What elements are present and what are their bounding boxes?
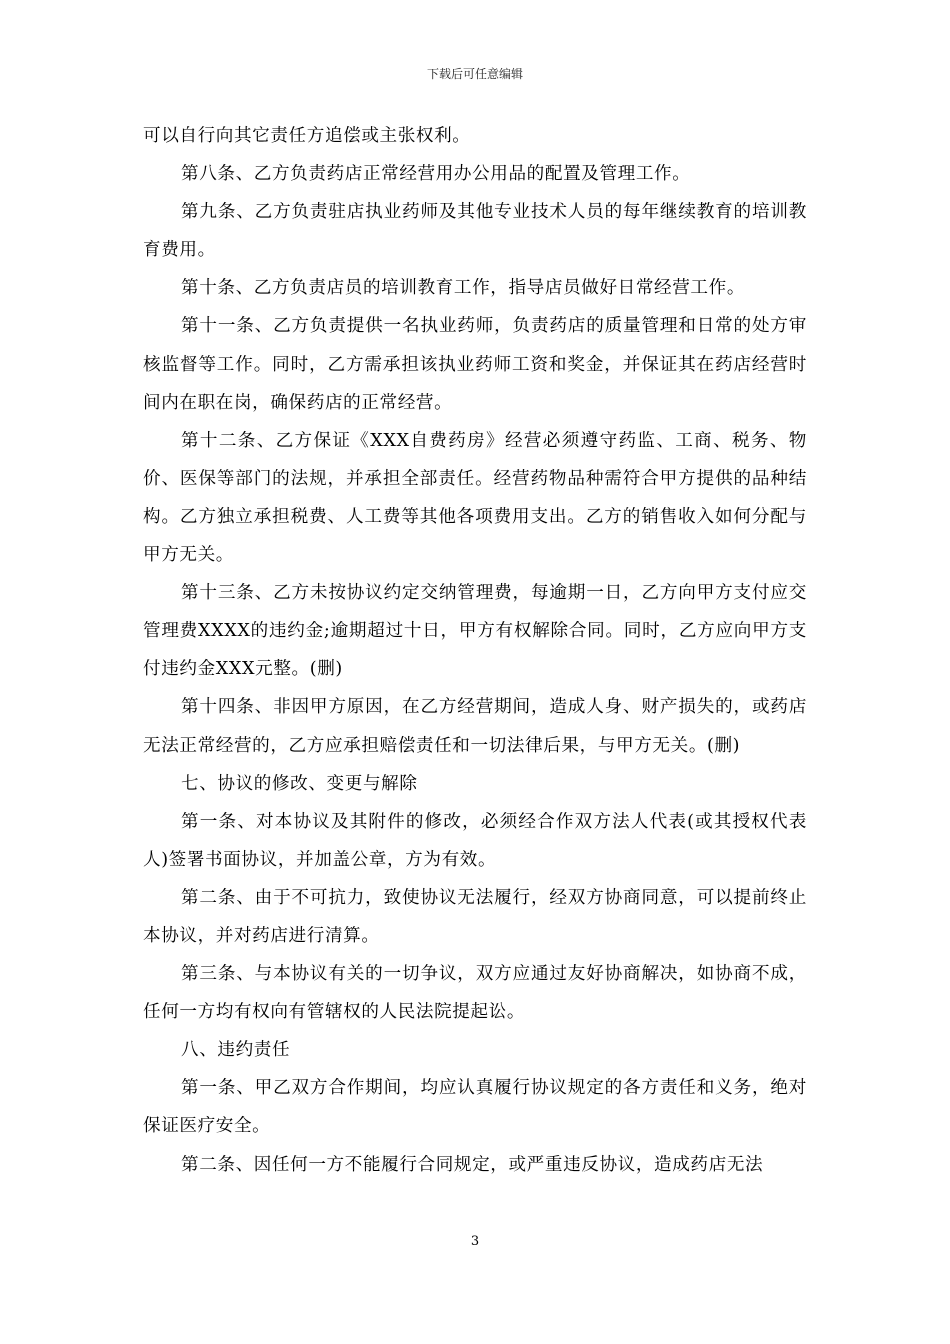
section-heading-7: 七、协议的修改、变更与解除 — [181, 773, 418, 794]
page-number: 3 — [470, 1234, 480, 1249]
paragraph-section7-article-1: 第一条、对本协议及其附件的修改，必须经合作双方法人代表(或其授权代表人)签署书面协议，并加盖公章，方为有效。 — [143, 811, 807, 870]
paragraph-section8-article-2: 第二条、因任何一方不能履行合同规定，或严重违反协议，造成药店无法 — [181, 1154, 764, 1175]
paragraph-section8-article-1: 第一条、甲乙双方合作期间，均应认真履行协议规定的各方责任和义务，绝对保证医疗安全。 — [143, 1078, 807, 1137]
paragraph-article-11: 第十一条、乙方负责提供一名执业药师，负责药店的质量管理和日常的处方审核监督等工作。同时，乙方需承担该执业药师工资和奖金，并保证其在药店经营时间内在职在岗，确保药店的正常经营。 — [143, 316, 807, 413]
paragraph-section7-article-2: 第二条、由于不可抗力，致使协议无法履行，经双方协商同意，可以提前终止本协议，并对药店进行清算。 — [143, 887, 807, 946]
document-body — [143, 117, 807, 1184]
paragraph-section7-article-3: 第三条、与本协议有关的一切争议，双方应通过友好协商解决，如协商不成，任何一方均有权向有管辖权的人民法院提起讼。 — [143, 964, 807, 1023]
paragraph-continuation: 可以自行向其它责任方追偿或主张权利。 — [143, 126, 471, 146]
page-header: 下载后可任意编辑 — [426, 67, 523, 81]
section-heading-8: 八、违约责任 — [181, 1040, 291, 1061]
paragraph-article-12: 第十二条、乙方保证《XXX自费药房》经营必须遵守药监、工商、税务、物价、医保等部门的法规，并承担全部责任。经营药物品种需符合甲方提供的品种结构。乙方独立承担税费、人工费等其他各项费用支出。乙方的销售收入如何分配与甲方无关。 — [143, 430, 807, 566]
paragraph-article-8: 第八条、乙方负责药店正常经营用办公用品的配置及管理工作。 — [181, 164, 691, 185]
paragraph-article-10: 第十条、乙方负责店员的培训教育工作，指导店员做好日常经营工作。 — [181, 278, 746, 299]
paragraph-article-13: 第十三条、乙方未按协议约定交纳管理费，每逾期一日，乙方向甲方支付应交管理费XXXX的违约金;逾期超过十日，甲方有权解除合同。同时，乙方应向甲方支付违约金XXX元整。(删) — [143, 583, 807, 680]
paragraph-article-9: 第九条、乙方负责驻店执业药师及其他专业技术人员的每年继续教育的培训教育费用。 — [143, 202, 807, 261]
paragraph-article-14: 第十四条、非因甲方原因，在乙方经营期间，造成人身、财产损失的，或药店无法正常经营的，乙方应承担赔偿责任和一切法律后果，与甲方无关。(删) — [143, 697, 807, 756]
